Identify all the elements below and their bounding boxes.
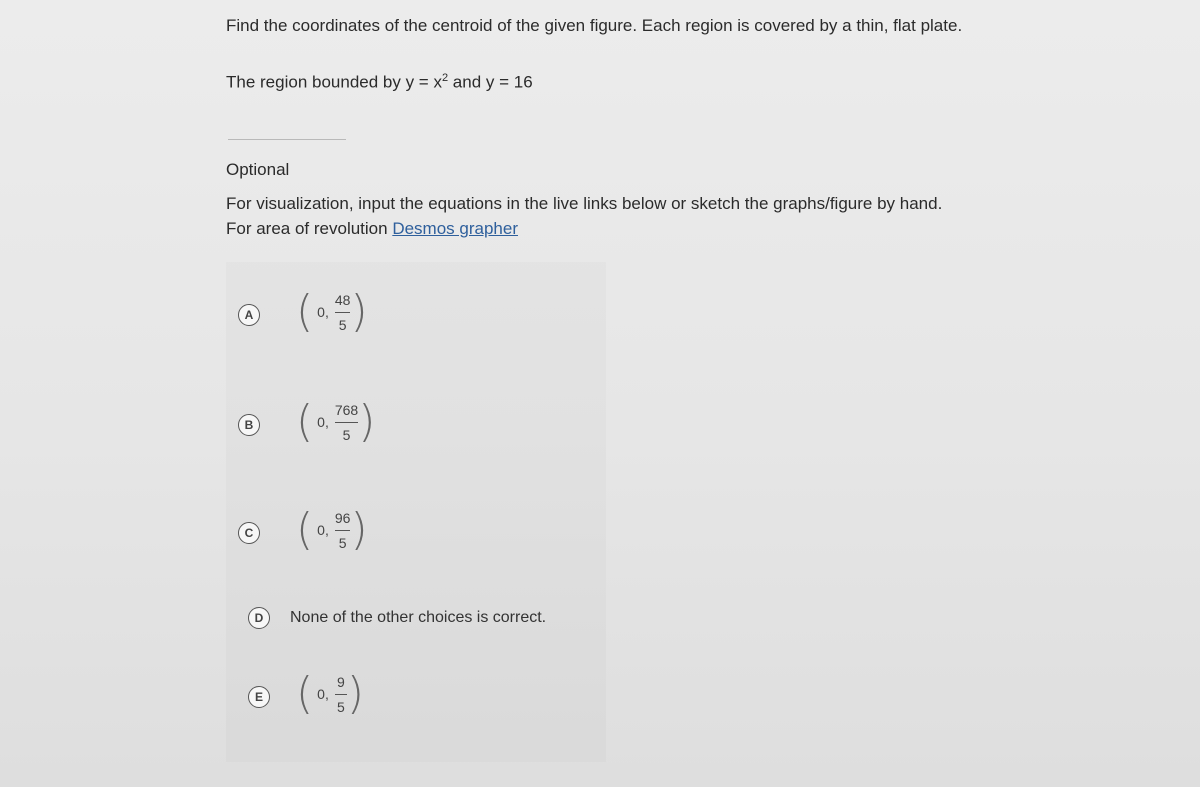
desmos-grapher-link[interactable]: Desmos grapher <box>392 219 518 238</box>
denominator: 5 <box>336 698 345 715</box>
numerator: 96 <box>334 509 351 526</box>
choice-b[interactable] <box>234 396 404 460</box>
answer-divider <box>228 139 346 140</box>
x-coordinate: 0, <box>317 522 329 538</box>
left-paren: ( <box>296 286 314 337</box>
y-fraction <box>335 510 351 551</box>
choice-d-text: None of the other choices is correct. <box>290 609 547 626</box>
choice-e-radio[interactable]: E <box>248 686 270 708</box>
fraction-bar <box>335 694 347 695</box>
fraction-bar <box>335 312 351 313</box>
left-paren: ( <box>296 396 314 447</box>
numerator: 9 <box>336 673 345 690</box>
numerator: 768 <box>334 401 359 418</box>
x-coordinate: 0, <box>317 414 329 430</box>
region-prefix: The region bounded by y = x <box>226 72 442 92</box>
question-prompt: Find the coordinates of the centroid of the given figure. Each region is covered by a thin, flat plate. <box>226 16 963 35</box>
choice-a[interactable] <box>234 286 394 350</box>
area-prefix: For area of revolution <box>226 219 393 238</box>
choice-c-radio[interactable]: C <box>238 522 260 544</box>
choice-e-value <box>296 668 365 719</box>
choice-c[interactable] <box>234 504 394 568</box>
choice-a-value <box>296 286 368 337</box>
region-suffix: and y = 16 <box>448 72 533 92</box>
optional-instructions: For visualization, input the equations in the live links below or sketch the graphs/figure by hand. <box>226 194 943 213</box>
optional-area-line <box>226 219 518 239</box>
fraction-bar <box>335 530 351 531</box>
denominator: 5 <box>342 426 351 443</box>
region-exponent: 2 <box>441 72 449 84</box>
optional-label: Optional <box>226 160 290 179</box>
x-coordinate: 0, <box>317 304 329 320</box>
fraction-bar <box>335 422 358 423</box>
numerator: 48 <box>334 291 351 308</box>
choice-c-value <box>296 504 368 555</box>
right-paren: ) <box>358 396 376 447</box>
region-description <box>226 72 533 93</box>
choice-a-radio[interactable]: A <box>238 304 260 326</box>
denominator: 5 <box>338 316 347 333</box>
x-coordinate: 0, <box>317 686 329 702</box>
choice-d-radio[interactable]: D <box>248 607 270 629</box>
choice-e[interactable] <box>234 668 394 732</box>
y-fraction <box>335 292 351 333</box>
y-fraction <box>335 402 358 443</box>
denominator: 5 <box>338 534 347 551</box>
choice-b-radio[interactable]: B <box>238 414 260 436</box>
right-paren: ) <box>350 504 368 555</box>
choice-b-value <box>296 396 376 447</box>
left-paren: ( <box>296 504 314 555</box>
right-paren: ) <box>346 668 365 719</box>
right-paren: ) <box>350 286 368 337</box>
answer-choices <box>226 262 606 762</box>
choice-d[interactable] <box>234 602 604 632</box>
y-fraction <box>335 674 347 715</box>
left-paren: ( <box>296 668 314 719</box>
